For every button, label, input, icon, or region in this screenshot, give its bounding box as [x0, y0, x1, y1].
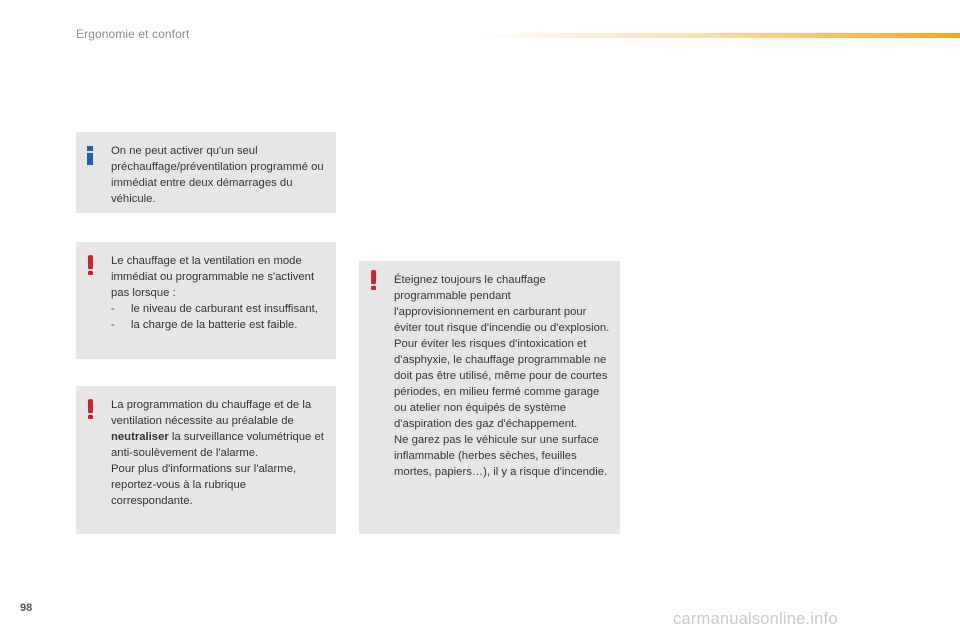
info-box — [76, 132, 336, 213]
info-text: On ne peut activer qu'un seul préchauffage/préventilation programmé ou immédiat entre deux démarrages du véhicule. — [111, 145, 324, 205]
warning-box-safety — [359, 261, 620, 534]
warning-icon — [86, 399, 96, 419]
list-item: - le niveau de carburant est insuffisant, — [111, 301, 326, 317]
warning-icon — [86, 255, 96, 275]
warning-box-alarm — [76, 386, 336, 534]
watermark: carmanualsonline.info — [673, 610, 838, 628]
page-number: 98 — [20, 602, 33, 614]
activation-intro: Le chauffage et la ventilation en mode immédiat ou programmable ne s'activent pas lorsque : — [111, 255, 315, 299]
warning-icon — [369, 270, 379, 290]
safety-asphyxia-text: Pour éviter les risques d'intoxication et d'asphyxie, le chauffage programmable ne doit pas être utilisé, même pour de courtes périodes, en milieu fermé comme garage ou atelier non équipés de système d'aspiration des gaz d'échappement. — [394, 338, 608, 430]
list-item-fuel: le niveau de carburant est insuffisant, — [131, 303, 318, 315]
warning-box-activation — [76, 242, 336, 359]
alarm-text: La programmation du chauffage et de la ventilation nécessite au préalable de neutraliser la surveillance volumétrique et anti-soulèvement de l'alarme. — [111, 399, 324, 459]
list-item: - la charge de la batterie est faible. — [111, 317, 326, 333]
neutraliser-emphasis: neutraliser — [111, 431, 169, 443]
safety-parking-text: Ne garez pas le véhicule sur une surface inflammable (herbes sèches, feuilles mortes, papiers…), il y a risque d'incendie. — [394, 434, 608, 478]
alarm-more-info: Pour plus d'informations sur l'alarme, reportez-vous à la rubrique correspondante. — [111, 463, 297, 507]
list-item-battery: la charge de la batterie est faible. — [131, 319, 298, 331]
section-title: Ergonomie et confort — [76, 27, 190, 41]
header-accent-bar — [480, 33, 960, 38]
info-icon — [86, 146, 94, 164]
safety-refuel-text: Éteignez toujours le chauffage programmable pendant l'approvisionnement en carburant pour éviter tout risque d'incendie ou d'explosion. — [394, 274, 610, 334]
